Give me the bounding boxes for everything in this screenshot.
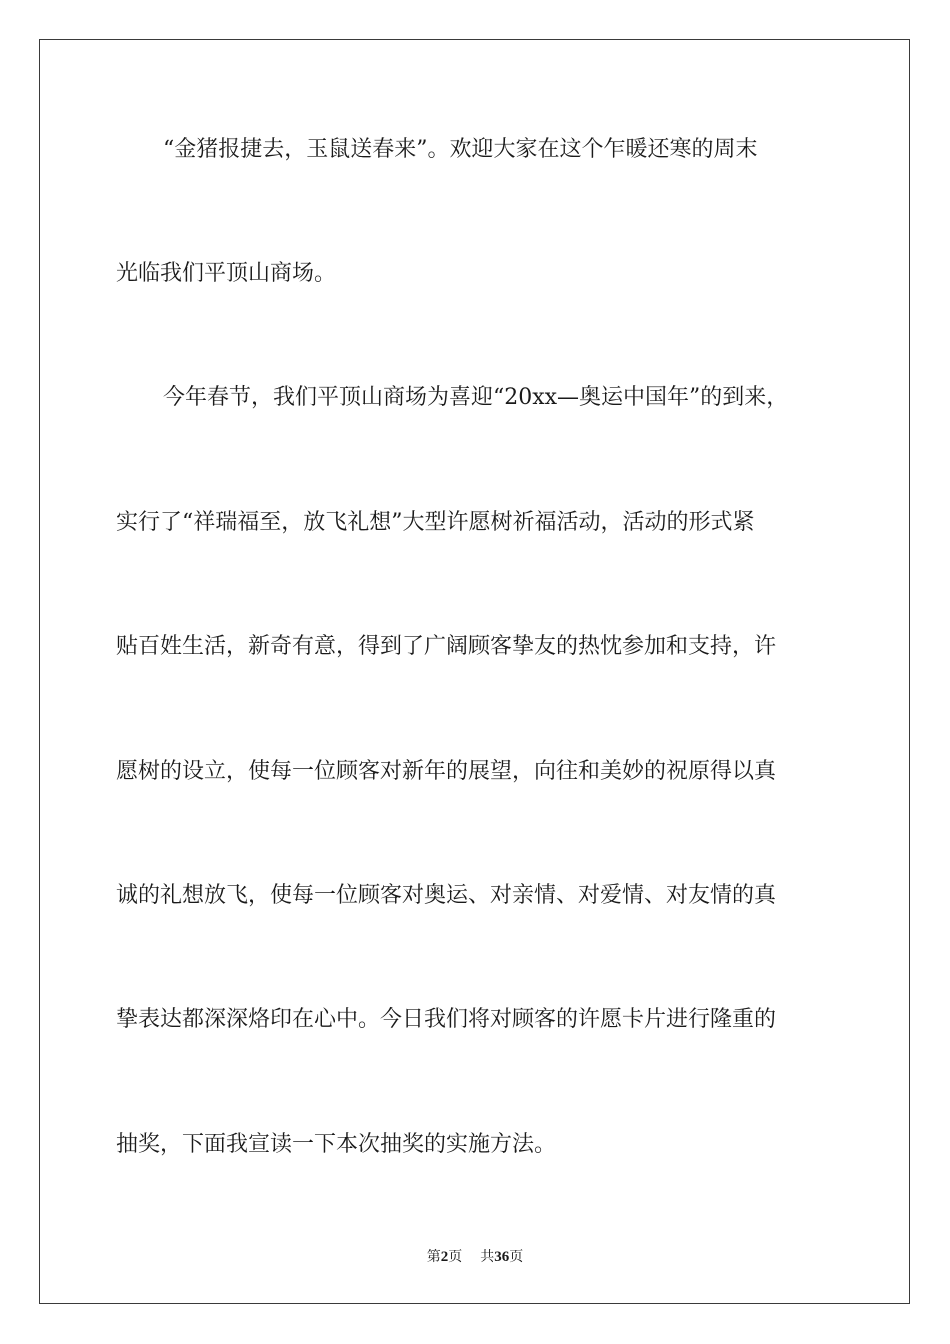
page-suffix: 页	[448, 1249, 463, 1265]
paragraph-2-line-7: 抽奖，下面我宣读一下本次抽奖的实施方法。	[116, 1132, 557, 1157]
paragraph-2-line-6: 挚表达都深深烙印在心中。今日我们将对顾客的许愿卡片进行隆重的	[116, 1007, 777, 1032]
page-number: 2	[440, 1249, 449, 1265]
total-pages: 36	[494, 1249, 510, 1265]
page-prefix: 第	[426, 1249, 441, 1265]
paragraph-2-line-2: 实行了“祥瑞福至，放飞礼想”大型许愿树祈福活动，活动的形式紧	[116, 510, 755, 535]
paragraph-2-line-1: 今年春节，我们平顶山商场为喜迎“20xx—奥运中国年”的到来，	[163, 385, 789, 410]
paragraph-2-line-4: 愿树的设立，使每一位顾客对新年的展望，向往和美妙的祝原得以真	[116, 759, 777, 784]
paragraph-1-line-1: “金猪报捷去，玉鼠送春来”。欢迎大家在这个乍暖还寒的周末	[163, 137, 758, 162]
paragraph-2-line-5: 诚的礼想放飞，使每一位顾客对奥运、对亲情、对爱情、对友情的真	[116, 883, 777, 908]
page-footer	[0, 1247, 950, 1267]
paragraph-2-line-3: 贴百姓生活，新奇有意，得到了广阔顾客挚友的热忱参加和支持，许	[116, 634, 777, 659]
paragraph-1-line-2: 光临我们平顶山商场。	[116, 261, 337, 286]
total-suffix: 页	[509, 1249, 524, 1265]
total-prefix: 共	[480, 1249, 495, 1265]
page-frame	[39, 39, 910, 1304]
